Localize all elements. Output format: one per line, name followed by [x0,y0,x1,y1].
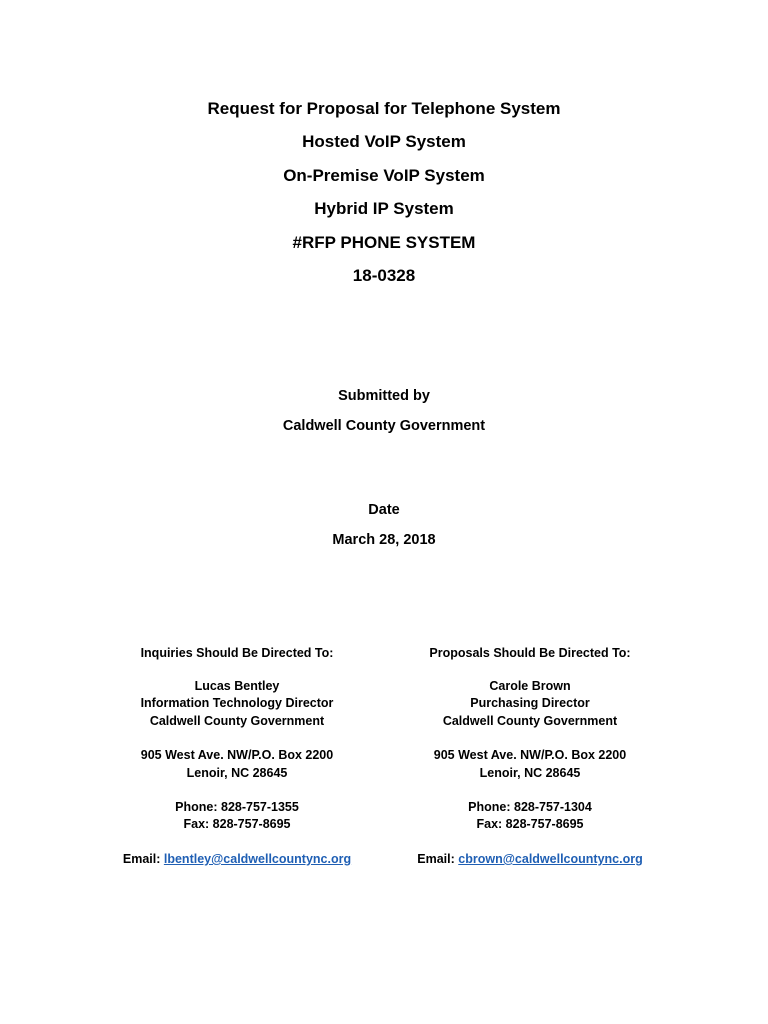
title-block [0,92,768,292]
inquiries-contact [87,644,387,868]
proposals-fax: Fax: 828-757-8695 [476,817,584,832]
rfp-tag: #RFP PHONE SYSTEM [292,232,476,252]
inquiries-heading: Inquiries Should Be Directed To: [140,646,334,660]
submitted-block [0,381,768,441]
inquiries-name: Lucas Bentley [194,679,280,693]
inquiries-title: Information Technology Director [140,696,334,711]
proposals-org: Caldwell County Government [442,713,618,728]
rfp-title: Request for Proposal for Telephone System [207,99,561,118]
date-label: Date [368,502,400,518]
inquiries-email-link[interactable]: lbentley@caldwellcountync.org [163,851,352,866]
proposals-email-line [380,851,680,868]
date-value: March 28, 2018 [332,532,436,548]
subtitle-on-premise-voip: On-Premise VoIP System [283,165,485,185]
submitted-org: Caldwell County Government [282,418,486,434]
proposals-contact [380,644,680,868]
inquiries-phone: Phone: 828-757-1355 [175,800,299,815]
proposals-email-link[interactable]: cbrown@caldwellcountync.org [458,851,643,866]
proposals-address-line1: 905 West Ave. NW/P.O. Box 2200 [433,748,627,763]
subtitle-hosted-voip: Hosted VoIP System [302,132,466,152]
proposals-name: Carole Brown [489,679,571,693]
proposals-phone: Phone: 828-757-1304 [468,800,592,815]
submitted-label: Submitted by [338,388,430,404]
inquiries-email-label: Email: [122,851,164,866]
proposals-title: Purchasing Director [470,696,590,711]
date-block [0,495,768,555]
inquiries-org: Caldwell County Government [149,713,325,728]
inquiries-fax: Fax: 828-757-8695 [183,817,291,832]
inquiries-address-line2: Lenoir, NC 28645 [186,765,288,780]
rfp-number: 18-0328 [352,266,416,286]
subtitle-hybrid-ip: Hybrid IP System [314,199,454,219]
proposals-heading: Proposals Should Be Directed To: [429,646,631,660]
inquiries-email-line [87,851,387,868]
proposals-address-line2: Lenoir, NC 28645 [479,765,581,780]
inquiries-address-line1: 905 West Ave. NW/P.O. Box 2200 [140,748,334,763]
proposals-email-label: Email: [417,851,459,866]
